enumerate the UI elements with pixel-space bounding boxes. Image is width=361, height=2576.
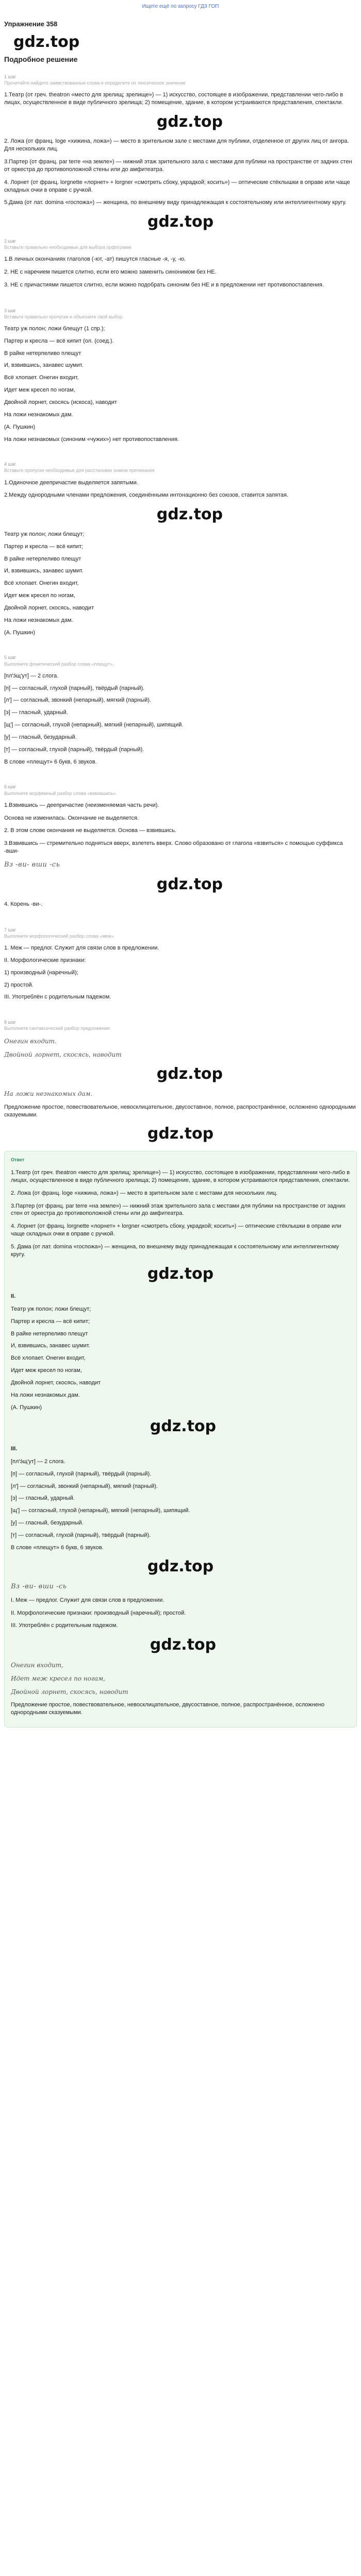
poem-line: Идет меж кресел по ногам, [4, 387, 75, 394]
poem-line: Идет меж кресел по ногам, [11, 1367, 82, 1374]
syntax-diagram-line: Идет меж кресел по ногам, [11, 1674, 105, 1682]
task-7 [4, 927, 357, 1002]
phonetic-line: [э] — гласный, ударный. [4, 709, 68, 716]
poem-line: На ложи незнакомых дам. [4, 617, 73, 623]
solution-heading: Подробное решение [4, 55, 78, 64]
page-title: Упражнение 358 [4, 20, 58, 28]
task-2 [4, 238, 357, 289]
phonetic-line: [щ'] — согласный, глухой (непарный), мягкий (непарный), шипящий. [4, 722, 184, 728]
phonetic-line: [пл'э́щ'ут] — 2 слога. [4, 672, 59, 679]
phonetic-line: [пл'э́щ'ут] — 2 слога. [11, 1458, 65, 1465]
task-6 [4, 784, 357, 908]
answer-label: Ответ [11, 1157, 25, 1162]
poem-line: И, взвившись, занавес шумит. [11, 1343, 90, 1349]
poem-author: (А. Пушкин) [4, 629, 36, 636]
morpheme-diagram: Вз -ви- вши -сь [4, 860, 60, 869]
poem-author: (А. Пушкин) [11, 1404, 42, 1411]
poem-line: Всё хлопает. Онегин входит, [4, 580, 79, 587]
answer-line: 3.Партер (от франц. par terre «на земле») — нижний этаж зрительного зала с местами для публики на пространстве от задних стен от оркестра до противоположной стены или до амфитеатра. [11, 1202, 346, 1217]
watermark-logo: gdz.top [147, 1125, 214, 1143]
task-step-label: 2 шаг [4, 238, 17, 244]
answer-line: 1.В личных окончаниях глаголов (-ют, -ат) пишутся гласные -я, -у, -ю. [4, 256, 186, 263]
answer-line: 5.Дама (от лат. domina «госпожа») — женщина, по внешнему виду принадлежащая к состоятельному или интеллигентному кругу. [4, 199, 347, 206]
answer-line: 1.Взвившись — деепричастие (неизменяемая часть речи). [4, 802, 159, 808]
task-description: Вставьте правильно необходимые для выбора орфограмм [4, 244, 132, 250]
poem-line: Театр уж полон; ложи блещут; [11, 1306, 91, 1312]
phonetic-line: В слове «плещут» 6 букв, 6 звуков. [4, 758, 97, 765]
task-step-label: 7 шаг [4, 927, 17, 933]
syntax-diagram-line: Двойной лорнет, скосясь, наводит [11, 1688, 128, 1696]
poem-line: Всё хлопает. Онегин входит, [4, 375, 79, 381]
answer-line: 1.Одиночное деепричастие выделяется запятыми. [4, 479, 138, 486]
task-3 [4, 308, 357, 444]
answer-line: II. Морфологические признаки: [4, 957, 86, 963]
poem-line: Всё хлопает. Онегин входит, [11, 1355, 86, 1362]
answer-line: 5. Дама (от лат. domina «госпожа») — женщина, по внешнему виду принадлежащая к состоятельному или интеллигентному кругу. [11, 1243, 339, 1258]
main-content [0, 20, 361, 1727]
phonetic-line: [щ'] — согласный, глухой (непарный), мягкий (непарный), шипящий. [11, 1507, 190, 1514]
task-step-label: 8 шаг [4, 1020, 17, 1025]
phonetic-line: [у] — гласный, безударный. [4, 734, 77, 740]
task-description: Выполните морфологический разбор слова «меж» [4, 933, 114, 939]
syntax-diagram-line: На ложи незнакомых дам. [4, 1090, 93, 1098]
task-description: Прочитайте найдите заимствованные слова и определите их лексическое значение [4, 80, 186, 86]
top-banner-link[interactable]: Ищете ещё по запросу ГДЗ ГОП [142, 4, 219, 9]
poem-line: Двойной лорнет, скосясь, наводит [4, 604, 94, 611]
task-step-label: 6 шаг [4, 784, 17, 790]
task-description: Вставьте правильно пропуски и объясните свой выбор. [4, 314, 124, 319]
task-8 [4, 1019, 357, 1118]
watermark-logo: gdz.top [150, 1636, 216, 1654]
answer-line: III. Употреблён с родительным падежом. [4, 994, 111, 1001]
poem-line: Партер и кресла — всё кипит; [11, 1318, 90, 1325]
task-description: Выполните фонетический разбор слова «плещут». [4, 661, 114, 667]
phonetic-line: [у] — гласный, безударный. [11, 1520, 84, 1527]
task-step-label: 4 шаг [4, 462, 17, 467]
watermark-logo: gdz.top [156, 1064, 223, 1083]
poem-line: Идет меж кресел по ногам, [4, 592, 75, 599]
answer-line: 1. Меж — предлог. Служит для связи слов в предложении. [4, 945, 159, 952]
poem-line: Двойной лорнет, скосясь, наводит [11, 1380, 101, 1386]
answer-line: Основа не изменилась. Окончание не выделяется. [4, 815, 139, 821]
answer-line: Предложение простое, повествовательное, невосклицательное, двусоставное, полное, распространённое, осложнено однородными сказуемыми. [4, 1104, 356, 1118]
answer-line: 4. Лорнет (от франц. lorgnette «лорнет» + lorgner «смотреть сбоку, украдкой; косить») — оптические стёклышки в оправе или чаще складных очки в оправе с ручкой. [11, 1223, 341, 1238]
task-1 [4, 74, 357, 207]
watermark-logo: gdz.top [147, 213, 214, 231]
phonetic-line: [п] — согласный, глухой (парный), твёрдый (парный). [11, 1470, 152, 1477]
poem-line: В райке нетерпеливо плещут [11, 1330, 88, 1337]
section-heading: III. [11, 1446, 18, 1452]
phonetic-line: [п] — согласный, глухой (парный), твёрдый (парный). [4, 685, 145, 691]
answer-line: Предложение простое, повествовательное, невосклицательное, двусоставное, полное, распространённое, осложнено однородными сказуемыми. [11, 1702, 325, 1716]
morpheme-diagram: Вз -ви- вши -сь [11, 1583, 67, 1591]
answer-line: 2.Между однородными членами предложения, соединёнными интонационно без союзов, ставится запятая. [4, 492, 289, 499]
poem-line: И, взвившись, занавес шумит. [4, 568, 84, 574]
poem-author: (А. Пушкин) [4, 423, 36, 430]
task-step-label: 5 шаг [4, 655, 17, 660]
poem-line: На ложи незнакомых дам. [11, 1392, 80, 1398]
phonetic-line: [т] — согласный, глухой (парный), твёрдый (парный). [11, 1532, 151, 1538]
poem-line: На ложи незнакомых дам. [4, 411, 73, 418]
watermark-logo: gdz.top [150, 1417, 216, 1435]
poem-line: В райке нетерпеливо плещут [4, 350, 81, 357]
answer-box [4, 1151, 357, 1727]
task-description: Выполните морфемный разбор слова «взвившись». [4, 790, 117, 796]
task-step-label: 3 шаг [4, 308, 17, 313]
answer-line: 4. Лорнет (от франц. lorgnette «лорнет» + lorgner «смотреть сбоку, украдкой; косить») — оптические стёклышки в оправе или чаще складных очки в оправе с ручкой. [4, 179, 350, 193]
phonetic-line: [э] — гласный, ударный. [11, 1495, 75, 1502]
answer-line: II. Морфологические признаки: производный (наречный); простой. [11, 1609, 186, 1616]
watermark-logo: gdz.top [156, 875, 223, 894]
site-logo: gdz.top [13, 32, 80, 51]
poem-line: Партер и кресла — всё кипит; [4, 543, 84, 550]
answer-line: 2. В этом слове окончания не выделяется. Основа — взвившись. [4, 827, 176, 834]
answer-line: 1.Театр (от греч. theatron «место для зрелищ; зрелище») — 1) искусство, состоящее в изображении, представлении чего-либо в лицах, осуществленное в виде публичного зрелища; 2) помещение, здание, в котором устраиваются представления, спектакли. [11, 1170, 350, 1183]
phonetic-line: [т] — согласный, глухой (парный), твёрдый (парный). [4, 746, 144, 753]
task-description: Вставьте пропуски необходимые для расстановки знаков препинания [4, 468, 155, 473]
task-description: Выполните синтаксический разбор предложения [4, 1026, 110, 1031]
answer-line: 3. НЕ с причастиями пишется слитно, если можно подобрать синоним без НЕ и в предложении нет противопоставления. [4, 281, 324, 288]
answer-line: 2. Ложа (от франц. loge «хижина, ложа») — место в зрительном зале с местами для нескольких лиц. [11, 1190, 278, 1196]
answer-line: 2. НЕ с наречием пишется слитно, если его можно заменить синонимом без НЕ. [4, 268, 217, 275]
answer-line: На ложи незнакомых (синоним «чужих») нет противопоставления. [4, 436, 179, 443]
top-banner[interactable] [0, 0, 361, 13]
task-step-label: 1 шаг [4, 74, 17, 79]
poem-line: В райке нетерпеливо плещут [4, 555, 81, 562]
answer-line: III. Употреблён с родительным падежом. [11, 1622, 118, 1629]
answer-line: I. Меж — предлог. Служит для связи слов в предложении. [11, 1597, 165, 1603]
phonetic-line: [л'] — согласный, звонкий (непарный), мягкий (парный). [11, 1483, 158, 1489]
task-5 [4, 654, 357, 766]
answer-line: 3.Партер (от франц. par terre «на земле») — нижний этаж зрительного зала с местами для публики на пространстве от задних стен от оркестра до противоположной стены или до амфитеатра. [4, 159, 352, 173]
poem-line: Партер и кресла — всё кипит (ол. (соед.). [4, 337, 114, 344]
section-heading: II. [11, 1293, 16, 1300]
answer-line: 1.Театр (от греч. theatron «место для зрелищ; зрелище») — 1) искусство, состоящее в изображении, представлении чего-либо в лицах, осуществленное в виде публичного зрелища; 2) помещение, здание, в котором устраиваются представления, спектакли. [4, 92, 343, 106]
phonetic-line: В слове «плещут» 6 букв, 6 звуков. [11, 1544, 104, 1551]
answer-line: 2) простой. [4, 981, 34, 988]
answer-line: 1) производный (наречный); [4, 969, 78, 976]
syntax-diagram-line: Онегин входит, [11, 1661, 63, 1669]
task-4 [4, 461, 357, 636]
answer-line: 4. Корень -ви-. [4, 901, 43, 907]
poem-line: Театр уж полон; ложи блещут; [4, 531, 85, 537]
watermark-logo: gdz.top [156, 505, 223, 524]
watermark-logo: gdz.top [147, 1557, 214, 1575]
answer-line: 3.Взвившись — стремительно подняться вверх, взлететь вверх. Слово образовано от глагола «взвиться» с помощью суффикса -вши- [4, 840, 343, 855]
poem-line: Двойной лорнет, скосясь (искоса), наводит [4, 399, 117, 405]
poem-line: И, взвившись, занавес шумит. [4, 362, 84, 369]
watermark-logo: gdz.top [147, 1264, 214, 1283]
phonetic-line: [л'] — согласный, звонкий (непарный), мягкий (парный). [4, 697, 151, 704]
watermark-logo: gdz.top [156, 112, 223, 131]
syntax-diagram-line: Двойной лорнет, скосясь, наводит [4, 1050, 122, 1058]
poem-line: Театр уж полон; ложи блещут (1 спр.); [4, 325, 105, 332]
answer-line: 2. Ложа (от франц. loge «хижина, ложа») — место в зрительном зале с местами для публики, отделенное от других лиц от ангора. Для нескольких лиц. [4, 138, 349, 152]
syntax-diagram-line: Онегин входит. [4, 1037, 57, 1045]
